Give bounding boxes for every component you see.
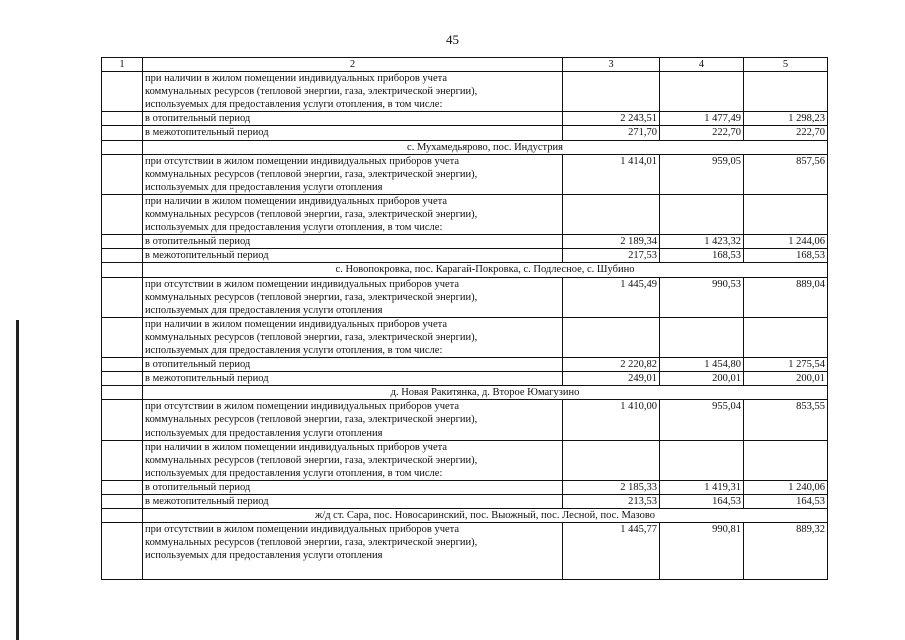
- value-cell: 200,01: [744, 372, 828, 386]
- value-cell: 271,70: [563, 126, 660, 140]
- value-cell: 889,32: [744, 523, 828, 580]
- description-line: при отсутствии в жилом помещении индивидуальных приборов учета: [145, 155, 460, 167]
- description-line: коммунальных ресурсов (тепловой энергии, газа, электрической энергии),: [145, 454, 478, 466]
- table-row: [102, 372, 828, 386]
- value-cell: 222,70: [660, 126, 744, 140]
- value-cell: [744, 440, 828, 480]
- value-cell: 1 414,01: [563, 154, 660, 194]
- empty-cell: [102, 386, 143, 400]
- value-cell: 2 189,34: [563, 235, 660, 249]
- empty-cell: [102, 194, 143, 234]
- section-title: ж/д ст. Сара, пос. Новосаринский, пос. Выожный, пос. Лесной, пос. Мазово: [143, 509, 828, 523]
- section-row: [102, 509, 828, 523]
- description-cell: [143, 154, 563, 194]
- table-row: [102, 495, 828, 509]
- description-line: используемых для предоставления услуги отопления, в том числе:: [145, 344, 443, 356]
- description-cell: [143, 400, 563, 440]
- value-cell: 889,04: [744, 277, 828, 317]
- value-cell: [660, 194, 744, 234]
- empty-cell: [102, 154, 143, 194]
- value-cell: 1 445,77: [563, 523, 660, 580]
- table-row: [102, 249, 828, 263]
- description-line: используемых для предоставления услуги отопления, в том числе:: [145, 99, 443, 111]
- value-cell: 857,56: [744, 154, 828, 194]
- empty-cell: [102, 235, 143, 249]
- value-cell: [563, 72, 660, 112]
- header-cell: 1: [102, 58, 143, 72]
- description-line: в отопительный период: [145, 113, 251, 125]
- table-row: [102, 523, 828, 580]
- description-line: в отопительный период: [145, 359, 251, 371]
- empty-cell: [102, 277, 143, 317]
- description-line: при отсутствии в жилом помещении индивидуальных приборов учета: [145, 278, 460, 290]
- value-cell: [660, 72, 744, 112]
- empty-cell: [102, 249, 143, 263]
- description-cell: [143, 126, 563, 140]
- header-cell: 4: [660, 58, 744, 72]
- description-line: в отопительный период: [145, 236, 251, 248]
- value-cell: 200,01: [660, 372, 744, 386]
- description-cell: [143, 358, 563, 372]
- table-row: [102, 194, 828, 234]
- value-cell: 249,01: [563, 372, 660, 386]
- value-cell: 1 410,00: [563, 400, 660, 440]
- header-row: [102, 58, 828, 72]
- empty-cell: [102, 72, 143, 112]
- table-row: [102, 480, 828, 494]
- description-cell: [143, 194, 563, 234]
- description-cell: [143, 249, 563, 263]
- spacer: [145, 562, 560, 579]
- value-cell: 853,55: [744, 400, 828, 440]
- value-cell: 164,53: [660, 495, 744, 509]
- empty-cell: [102, 509, 143, 523]
- value-cell: 168,53: [744, 249, 828, 263]
- value-cell: 959,05: [660, 154, 744, 194]
- value-cell: 955,04: [660, 400, 744, 440]
- description-cell: [143, 523, 563, 580]
- value-cell: 1 445,49: [563, 277, 660, 317]
- page-number: 45: [446, 32, 459, 47]
- value-cell: [744, 317, 828, 357]
- description-line: в межотопительный период: [145, 496, 269, 507]
- description-line: используемых для предоставления услуги отопления: [145, 550, 383, 562]
- empty-cell: [102, 523, 143, 580]
- value-cell: 990,53: [660, 277, 744, 317]
- value-cell: 1 244,06: [744, 235, 828, 249]
- description-cell: [143, 440, 563, 480]
- description-line: коммунальных ресурсов (тепловой энергии, газа, электрической энергии),: [145, 168, 478, 180]
- description-line: в межотопительный период: [145, 373, 269, 385]
- table-row: [102, 126, 828, 140]
- value-cell: [660, 317, 744, 357]
- value-cell: 217,53: [563, 249, 660, 263]
- description-line: используемых для предоставления услуги отопления, в том числе:: [145, 467, 443, 479]
- description-cell: [143, 277, 563, 317]
- description-cell: [143, 495, 563, 509]
- value-cell: 2 185,33: [563, 480, 660, 494]
- section-row: [102, 386, 828, 400]
- table-row: [102, 235, 828, 249]
- table-row: [102, 154, 828, 194]
- description-line: в межотопительный период: [145, 250, 269, 262]
- description-line: коммунальных ресурсов (тепловой энергии, газа, электрической энергии),: [145, 209, 478, 221]
- value-cell: 1 454,80: [660, 358, 744, 372]
- description-cell: [143, 372, 563, 386]
- table-row: [102, 277, 828, 317]
- empty-cell: [102, 140, 143, 154]
- table-row: [102, 317, 828, 357]
- empty-cell: [102, 358, 143, 372]
- value-cell: 1 477,49: [660, 112, 744, 126]
- description-line: при наличии в жилом помещении индивидуальных приборов учета: [145, 441, 447, 453]
- description-cell: [143, 112, 563, 126]
- value-cell: 222,70: [744, 126, 828, 140]
- description-line: используемых для предоставления услуги отопления: [145, 427, 383, 439]
- description-line: при наличии в жилом помещении индивидуальных приборов учета: [145, 318, 447, 330]
- description-line: при наличии в жилом помещении индивидуальных приборов учета: [145, 195, 447, 207]
- section-row: [102, 263, 828, 277]
- value-cell: 2 243,51: [563, 112, 660, 126]
- section-title: с. Мухамедьярово, пос. Индустрия: [143, 140, 828, 154]
- description-line: коммунальных ресурсов (тепловой энергии, газа, электрической энергии),: [145, 291, 478, 303]
- description-line: коммунальных ресурсов (тепловой энергии, газа, электрической энергии),: [145, 537, 478, 549]
- tariff-table: [101, 57, 828, 580]
- value-cell: 168,53: [660, 249, 744, 263]
- empty-cell: [102, 112, 143, 126]
- description-line: в отопительный период: [145, 481, 251, 493]
- description-cell: [143, 72, 563, 112]
- description-line: коммунальных ресурсов (тепловой энергии, газа, электрической энергии),: [145, 331, 478, 343]
- header-cell: 2: [143, 58, 563, 72]
- value-cell: 2 220,82: [563, 358, 660, 372]
- page-edge-line: [16, 320, 19, 640]
- value-cell: 1 240,06: [744, 480, 828, 494]
- header-cell: 3: [563, 58, 660, 72]
- description-line: при отсутствии в жилом помещении индивидуальных приборов учета: [145, 401, 460, 413]
- description-line: в межотопительный период: [145, 127, 269, 139]
- value-cell: 1 298,23: [744, 112, 828, 126]
- value-cell: [744, 194, 828, 234]
- description-cell: [143, 480, 563, 494]
- section-row: [102, 140, 828, 154]
- value-cell: [660, 440, 744, 480]
- description-line: используемых для предоставления услуги отопления, в том числе:: [145, 222, 443, 234]
- value-cell: [744, 72, 828, 112]
- empty-cell: [102, 480, 143, 494]
- value-cell: 1 275,54: [744, 358, 828, 372]
- table-row: [102, 400, 828, 440]
- empty-cell: [102, 495, 143, 509]
- empty-cell: [102, 372, 143, 386]
- description-line: коммунальных ресурсов (тепловой энергии, газа, электрической энергии),: [145, 86, 478, 98]
- table-row: [102, 358, 828, 372]
- table-row: [102, 112, 828, 126]
- value-cell: 990,81: [660, 523, 744, 580]
- description-cell: [143, 235, 563, 249]
- description-line: используемых для предоставления услуги отопления: [145, 181, 383, 193]
- section-title: д. Новая Ракитянка, д. Второе Юмагузино: [143, 386, 828, 400]
- value-cell: [563, 317, 660, 357]
- empty-cell: [102, 126, 143, 140]
- table-row: [102, 72, 828, 112]
- empty-cell: [102, 400, 143, 440]
- empty-cell: [102, 317, 143, 357]
- value-cell: 1 423,32: [660, 235, 744, 249]
- value-cell: [563, 440, 660, 480]
- description-line: при наличии в жилом помещении индивидуальных приборов учета: [145, 73, 447, 85]
- description-cell: [143, 317, 563, 357]
- description-line: используемых для предоставления услуги отопления: [145, 304, 383, 316]
- description-line: при отсутствии в жилом помещении индивидуальных приборов учета: [145, 524, 460, 536]
- value-cell: [563, 194, 660, 234]
- header-cell: 5: [744, 58, 828, 72]
- description-line: коммунальных ресурсов (тепловой энергии, газа, электрической энергии),: [145, 414, 478, 426]
- empty-cell: [102, 440, 143, 480]
- section-title: с. Новопокровка, пос. Карагай-Покровка, с. Подлесное, с. Шубино: [143, 263, 828, 277]
- value-cell: 213,53: [563, 495, 660, 509]
- value-cell: 164,53: [744, 495, 828, 509]
- value-cell: 1 419,31: [660, 480, 744, 494]
- table-row: [102, 440, 828, 480]
- empty-cell: [102, 263, 143, 277]
